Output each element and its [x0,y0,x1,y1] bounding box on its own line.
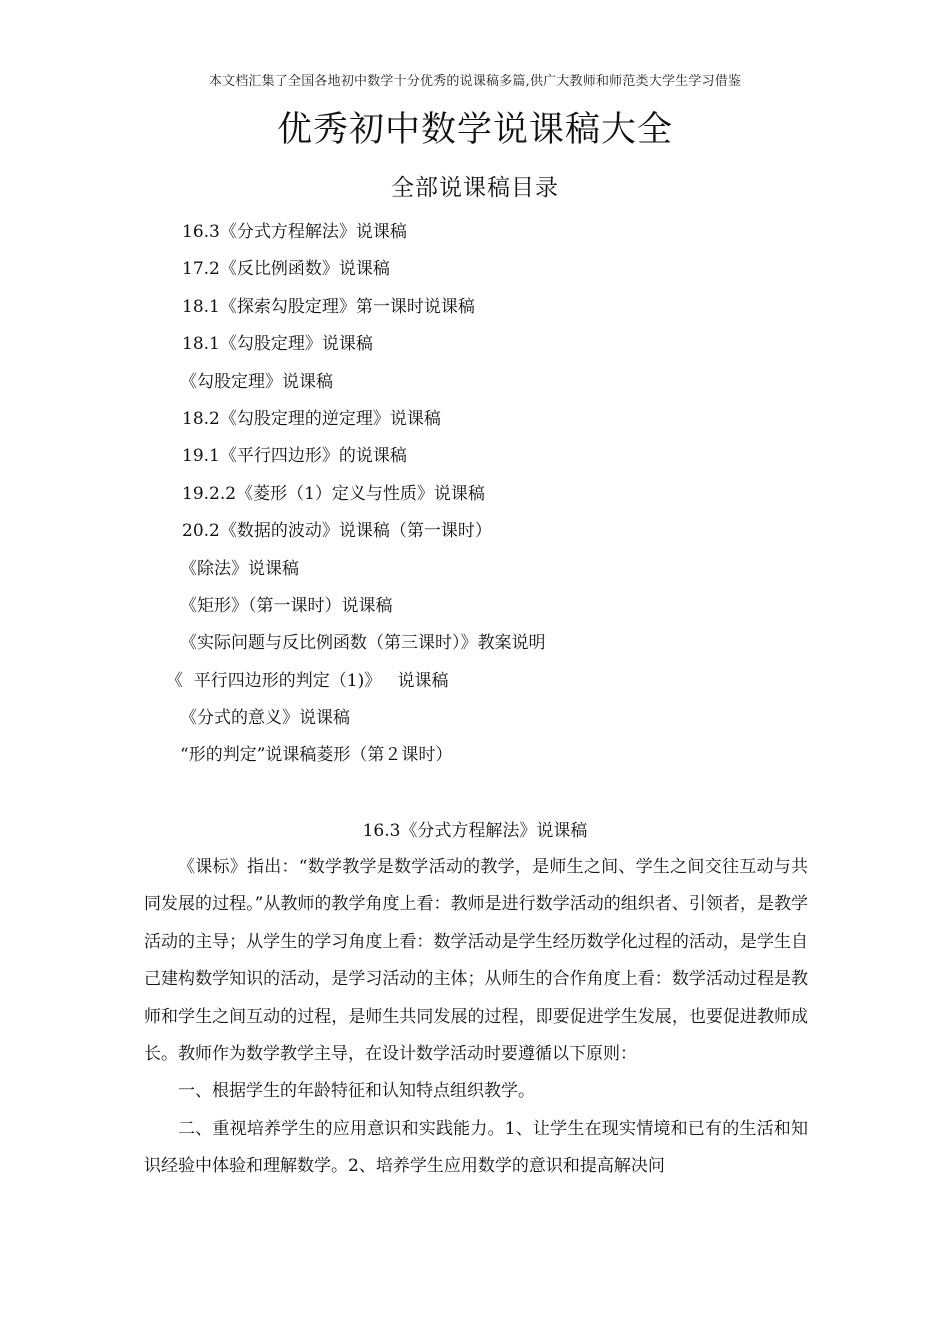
toc-item[interactable]: “形的判定”说课稿菱形（第２课时） [180,745,453,766]
toc-heading: 全部说课稿目录 [391,175,559,201]
toc-item[interactable]: 19.1《平行四边形》的说课稿 [182,446,407,467]
body-paragraph: 《课标》指出：“数学教学是数学活动的教学，是师生之间、学生之间交往互动与共同发展的过程。”从教师的教学角度上看：教师是进行数学活动的组织者、引领者，是教学活动的主导；从学生的学习角度上看：数学活动是学生经历数学化过程的活动，是学生自己建构数学知识的活动，是学习活动的主体；从师生的合作角度上看：数学活动过程是教师和学生之间互动的过程，是师生共同发展的过程，即要促进学生发展，也要促进教师成长。教师作为数学教学主导，在设计数学活动时要遵循以下原则： [144,857,808,1065]
section-title: 16.3《分式方程解法》说课稿 [362,821,588,841]
table-of-contents [0,214,950,775]
toc-item[interactable]: 18.1《探索勾股定理》第一课时说课稿 [182,296,475,317]
body-paragraph: 二、重视培养学生的应用意识和实践能力。1、让学生在现实情境和已有的生活和知识经验中体验和理解数学。2、培养学生应用数学的意识和提高解决问 [144,1118,808,1177]
toc-item[interactable]: 《勾股定理》说课稿 [180,371,333,392]
document-title: 优秀初中数学说课稿大全 [276,110,673,150]
toc-item[interactable]: 17.2《反比例函数》说课稿 [182,259,390,280]
toc-item[interactable]: 《除法》说课稿 [180,558,299,579]
header-note: 本文档汇集了全国各地初中数学十分优秀的说课稿多篇,供广大教师和师范类大学生学习借鉴 [208,74,742,89]
body-text [144,849,808,1186]
toc-item[interactable]: 《矩形》（第一课时）说课稿 [180,595,393,616]
toc-item[interactable]: 20.2《数据的波动》说课稿（第一课时） [182,521,492,542]
toc-item[interactable]: 18.2《勾股定理的逆定理》说课稿 [182,408,441,429]
toc-item[interactable]: 《实际问题与反比例函数（第三课时）》教案说明 [180,633,546,654]
toc-item[interactable]: 16.3《分式方程解法》说课稿 [182,222,407,242]
toc-item[interactable]: 《 平行四边形的判定（1)》 说课稿 [166,670,449,691]
toc-item[interactable]: 19.2.2《菱形（1）定义与性质》说课稿 [182,483,485,504]
toc-item[interactable]: 18.1《勾股定理》说课稿 [182,334,373,355]
toc-item[interactable]: 《分式的意义》说课稿 [180,708,350,729]
body-paragraph: 一、根据学生的年龄特征和认知特点组织教学。 [178,1081,535,1102]
